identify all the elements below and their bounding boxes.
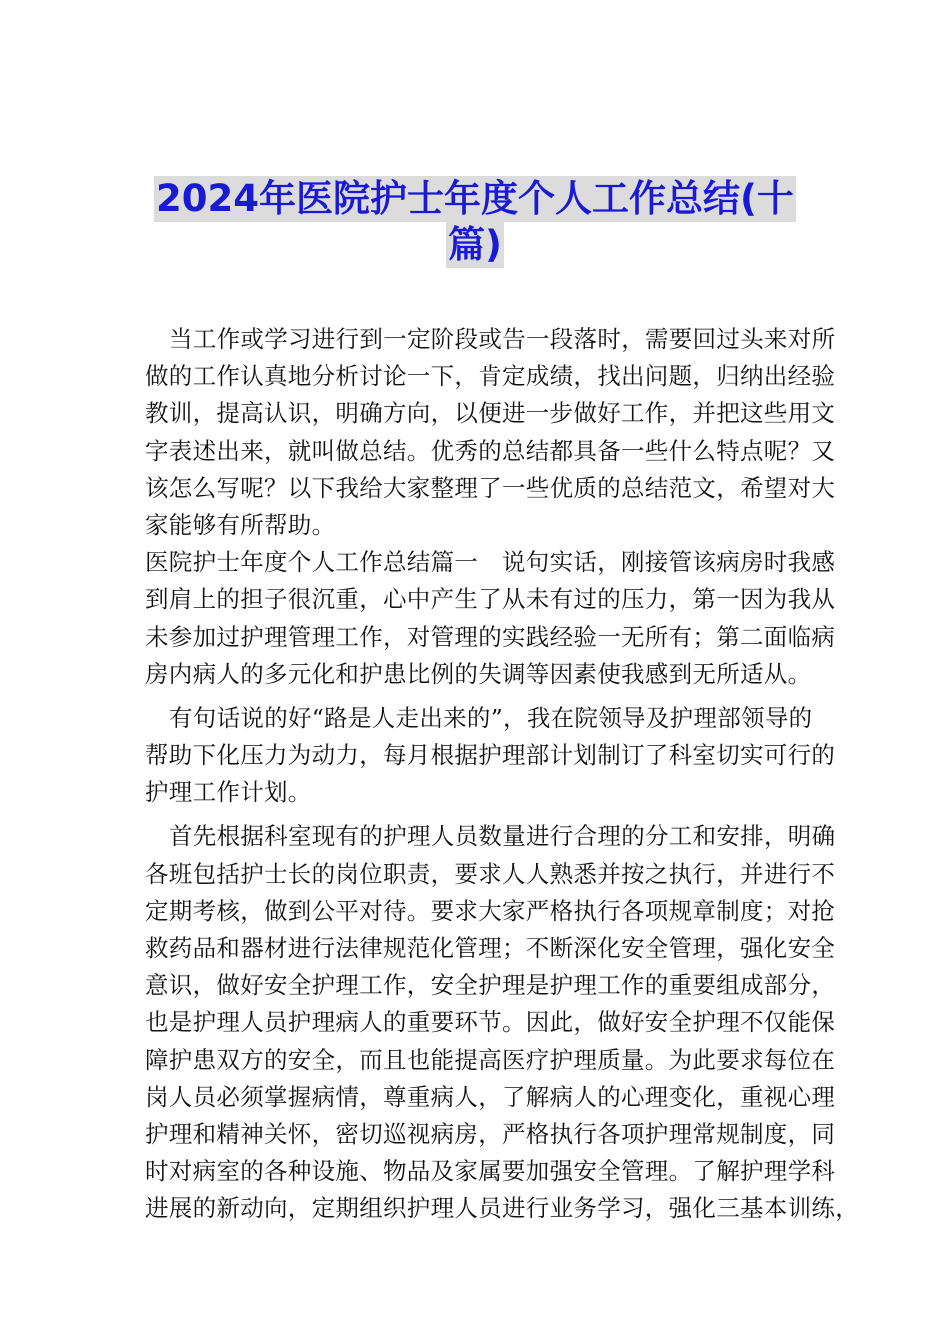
text-line: 医院护士年度个人工作总结篇一 说句实话，刚接管该病房时我感	[145, 548, 836, 577]
text-line: 房内病人的多元化和护患比例的失调等因素使我感到无所适从。	[145, 659, 812, 688]
text-line: 首先根据科室现有的护理人员数量进行合理的分工和安排，明确	[169, 822, 836, 851]
text-line: 意识，做好安全护理工作，安全护理是护理工作的重要组成部分，	[145, 971, 836, 1000]
text-line: 岗人员必须掌握病情，尊重病人，了解病人的心理变化，重视心理	[145, 1082, 836, 1111]
text-line: 到肩上的担子很沉重，心中产生了从未有过的压力，第一因为我从	[145, 585, 836, 614]
text-line: 做的工作认真地分析讨论一下，肯定成绩，找出问题，归纳出经验	[145, 362, 836, 391]
text-line: 有句话说的好“路是人走出来的”，我在院领导及护理部领导的	[169, 703, 813, 732]
text-line: 该怎么写呢？以下我给大家整理了一些优质的总结范文，希望对大	[145, 473, 836, 502]
text-line: 未参加过护理管理工作，对管理的实践经验一无所有；第二面临病	[145, 622, 836, 651]
document-body	[145, 321, 859, 1228]
text-line: 护理和精神关怀，密切巡视病房，严格执行各项护理常规制度，同	[145, 1119, 836, 1148]
text-line: 定期考核，做到公平对待。要求大家严格执行各项规章制度；对抢	[145, 896, 836, 925]
document-title	[140, 176, 810, 268]
text-line: 家能够有所帮助。	[145, 510, 336, 539]
text-line: 护理工作计划。	[145, 778, 312, 807]
text-line: 各班包括护士长的岗位职责，要求人人熟悉并按之执行，并进行不	[145, 859, 836, 888]
text-line: 进展的新动向，定期组织护理人员进行业务学习，强化三基本训练，	[145, 1194, 859, 1223]
text-line: 也是护理人员护理病人的重要环节。因此，做好安全护理不仅能保	[145, 1008, 836, 1037]
paragraph-section-one	[145, 544, 836, 693]
text-line: 救药品和器材进行法律规范化管理；不断深化安全管理，强化安全	[145, 934, 836, 962]
paragraph-intro	[145, 321, 836, 544]
text-line: 时对病室的各种设施、物品及家属要加强安全管理。了解护理学科	[145, 1157, 836, 1186]
paragraph-pressure	[145, 700, 836, 812]
text-line: 障护患双方的安全，而且也能提高医疗护理质量。为此要求每位在	[145, 1045, 836, 1074]
text-line: 字表述出来，就叫做总结。优秀的总结都具备一些什么特点呢？又	[145, 436, 836, 465]
title-line-1: 2024年医院护士年度个人工作总结(十	[156, 177, 794, 220]
text-line: 帮助下化压力为动力，每月根据护理部计划制订了科室切实可行的	[145, 741, 836, 770]
paragraph-management	[145, 818, 859, 1227]
title-line-2: 篇)	[448, 223, 502, 266]
text-line: 当工作或学习进行到一定阶段或告一段落时，需要回过头来对所	[169, 325, 836, 353]
text-line: 教训，提高认识，明确方向，以便进一步做好工作，并把这些用文	[145, 399, 836, 428]
